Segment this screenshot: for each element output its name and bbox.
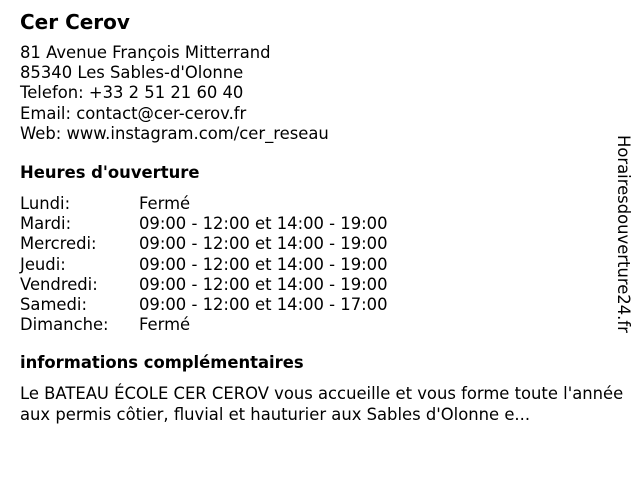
day-label: Jeudi: (20, 254, 66, 274)
opening-hours-list (20, 194, 388, 335)
address-line-2: 85340 Les Sables-d'Olonne (20, 63, 244, 83)
info-description: Le BATEAU ÉCOLE CER CEROV vous accueille et vous forme toute l'année aux permis côtier, fluvial et hauturier aux Sables d'Olonne e... (20, 384, 624, 424)
address-line-1: 81 Avenue François Mitterrand (20, 43, 271, 62)
time-value: 09:00 - 12:00 et 14:00 - 19:00 (139, 234, 388, 254)
time-value: Fermé (139, 315, 191, 335)
email-line: Email: contact@cer-cerov.fr (20, 103, 247, 123)
hours-row-thursday (20, 255, 388, 275)
day-label: Mercredi: (20, 234, 97, 254)
time-value: 09:00 - 12:00 et 14:00 - 19:00 (139, 214, 388, 234)
time-value: Fermé (139, 194, 191, 213)
web-line: Web: www.instagram.com/cer_reseau (20, 123, 329, 143)
contact-block (20, 43, 329, 144)
phone-line: Telefon: +33 2 51 21 60 40 (20, 83, 244, 103)
hours-row-friday (20, 275, 388, 295)
day-label: Samedi: (20, 294, 87, 314)
day-label: Vendredi: (20, 274, 98, 294)
time-value: 09:00 - 12:00 et 14:00 - 19:00 (139, 254, 388, 274)
day-label: Mardi: (20, 214, 72, 234)
site-watermark: Horairesdouverture24.fr (614, 135, 633, 333)
hours-row-monday (20, 194, 388, 214)
hours-row-sunday (20, 315, 388, 335)
hours-row-wednesday (20, 234, 388, 254)
info-heading: informations complémentaires (20, 353, 304, 372)
time-value: 09:00 - 12:00 et 14:00 - 19:00 (139, 274, 388, 294)
hours-heading: Heures d'ouverture (20, 163, 200, 182)
business-name: Cer Cerov (20, 10, 130, 34)
day-label: Lundi: (20, 194, 71, 213)
hours-row-saturday (20, 295, 388, 315)
day-label: Dimanche: (20, 315, 109, 335)
time-value: 09:00 - 12:00 et 14:00 - 17:00 (139, 294, 388, 314)
hours-row-tuesday (20, 214, 388, 234)
